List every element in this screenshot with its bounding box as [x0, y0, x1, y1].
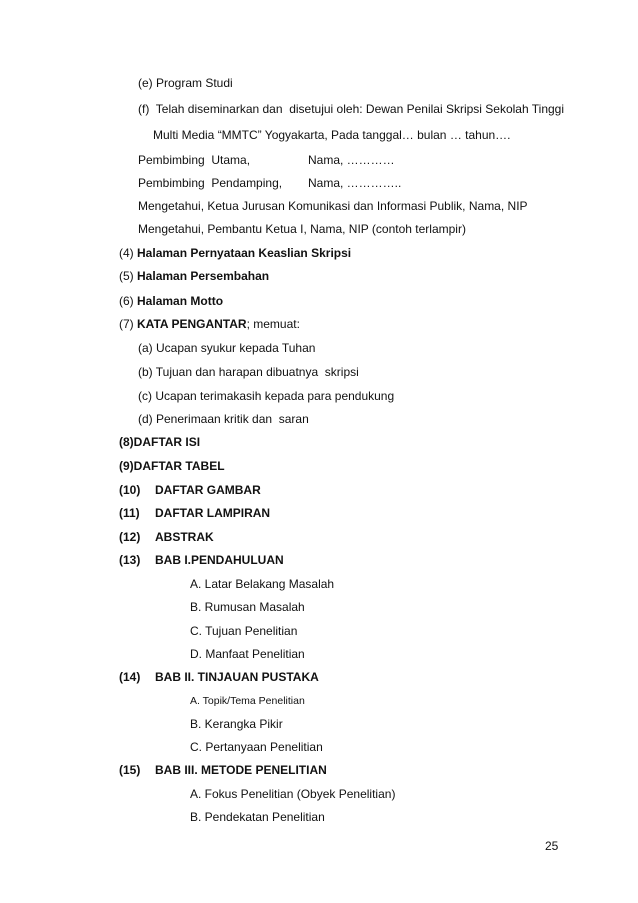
item-13-number: (13)	[119, 553, 141, 567]
line-ucapan-syukur: (a) Ucapan syukur kepada Tuhan	[138, 341, 316, 355]
item-13-title: BAB I.PENDAHULUAN	[155, 553, 284, 567]
line-tujuan-harapan: (b) Tujuan dan harapan dibuatnya skripsi	[138, 365, 359, 379]
bab1-sub-c: C. Tujuan Penelitian	[190, 624, 298, 638]
item-4	[119, 246, 351, 260]
item-14-number: (14)	[119, 670, 141, 684]
item-5-number: (5)	[119, 269, 134, 283]
bab1-sub-a: A. Latar Belakang Masalah	[190, 577, 335, 591]
line-penerimaan-kritik: (d) Penerimaan kritik dan saran	[138, 412, 309, 426]
bab2-sub-c: C. Pertanyaan Penelitian	[190, 740, 323, 754]
item-12-title: ABSTRAK	[155, 530, 214, 544]
line-mengetahui-ketua: Mengetahui, Ketua Jurusan Komunikasi dan Informasi Publik, Nama, NIP	[138, 199, 528, 213]
line-program-studi: (e) Program Studi	[138, 76, 233, 90]
item-4-number: (4)	[119, 246, 134, 260]
item-6	[119, 294, 223, 308]
item-6-number: (6)	[119, 294, 134, 308]
item-7	[119, 317, 300, 331]
line-telah-diseminarkan: (f) Telah diseminarkan dan disetujui oleh: Dewan Penilai Skripsi Sekolah Tinggi	[138, 102, 565, 116]
item-5	[119, 269, 269, 283]
line-pembimbing-utama: Pembimbing Utama,	[138, 153, 251, 167]
line-mengetahui-pembantu: Mengetahui, Pembantu Ketua I, Nama, NIP (contoh terlampir)	[138, 222, 466, 236]
item-15-title: BAB III. METODE PENELITIAN	[155, 763, 327, 777]
line-pembimbing-utama-nama: Nama, …………	[308, 153, 395, 167]
item-7-title: KATA PENGANTAR	[137, 317, 247, 331]
page-number: 25	[545, 839, 559, 853]
line-mmtc: Multi Media “MMTC” Yogyakarta, Pada tanggal… bulan … tahun….	[153, 128, 511, 142]
bab1-sub-d: D. Manfaat Penelitian	[190, 647, 305, 661]
item-5-title: Halaman Persembahan	[137, 269, 270, 283]
item-4-title: Halaman Pernyataan Keaslian Skripsi	[137, 246, 352, 260]
item-9-daftar-tabel: (9)DAFTAR TABEL	[119, 459, 225, 473]
item-12-number: (12)	[119, 530, 141, 544]
line-pembimbing-pendamping-nama: Nama, …………..	[308, 176, 402, 190]
bab3-sub-b: B. Pendekatan Penelitian	[190, 810, 325, 824]
item-15-number: (15)	[119, 763, 141, 777]
item-11-number: (11)	[119, 506, 140, 520]
bab1-sub-b: B. Rumusan Masalah	[190, 600, 305, 614]
item-8-daftar-isi: (8)DAFTAR ISI	[119, 435, 201, 449]
item-14-title: BAB II. TINJAUAN PUSTAKA	[155, 670, 319, 684]
bab2-sub-b: B. Kerangka Pikir	[190, 717, 283, 731]
item-11-title: DAFTAR LAMPIRAN	[155, 506, 271, 520]
line-pembimbing-pendamping: Pembimbing Pendamping,	[138, 176, 283, 190]
item-7-number: (7)	[119, 317, 134, 331]
item-6-title: Halaman Motto	[137, 294, 224, 308]
bab2-sub-a: A. Topik/Tema Penelitian	[190, 695, 305, 707]
item-10-number: (10)	[119, 483, 141, 497]
item-7-suffix: ; memuat:	[246, 317, 300, 331]
line-ucapan-terimakasih: (c) Ucapan terimakasih kepada para pendukung	[138, 389, 395, 403]
item-10-title: DAFTAR GAMBAR	[155, 483, 261, 497]
bab3-sub-a: A. Fokus Penelitian (Obyek Penelitian)	[190, 787, 396, 801]
